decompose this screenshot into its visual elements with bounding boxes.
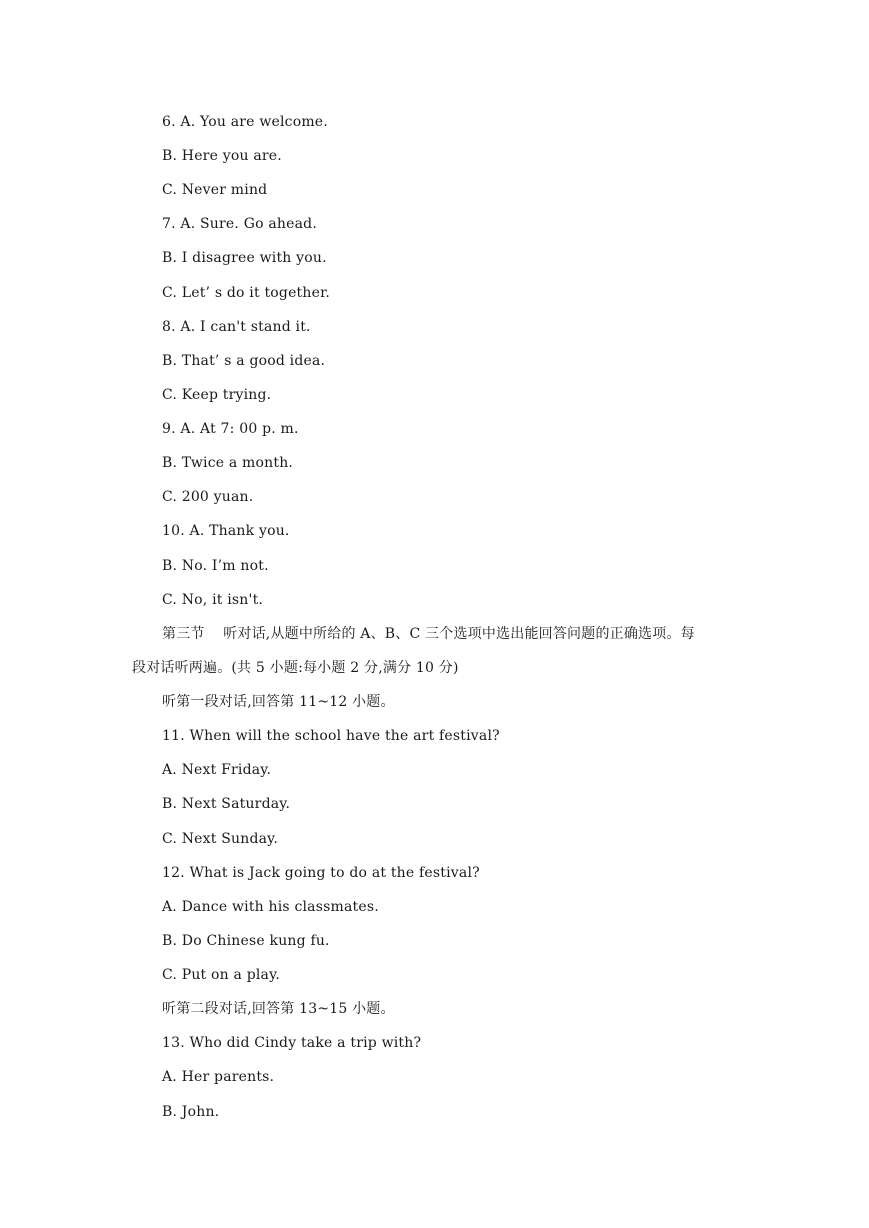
section-3-instruction-cont: 段对话听两遍。(共 5 小题:每小题 2 分,满分 10 分) bbox=[132, 660, 459, 676]
dialogue-1-intro: 听第一段对话,回答第 11~12 小题。 bbox=[162, 694, 395, 710]
q10-option-b: B. No. I’m not. bbox=[162, 558, 269, 574]
q13-question: 13. Who did Cindy take a trip with? bbox=[162, 1035, 422, 1051]
q12-option-a: A. Dance with his classmates. bbox=[162, 899, 379, 915]
q11-option-b: B. Next Saturday. bbox=[162, 796, 291, 812]
q12-option-b: B. Do Chinese kung fu. bbox=[162, 933, 330, 949]
dialogue-2-intro: 听第二段对话,回答第 13~15 小题。 bbox=[162, 1001, 395, 1017]
q8-option-b: B. That’ s a good idea. bbox=[162, 353, 326, 369]
section-3-instruction: 第三节 听对话,从题中所给的 A、B、C 三个选项中选出能回答问题的正确选项。每 bbox=[162, 626, 695, 642]
q7-option-b: B. I disagree with you. bbox=[162, 250, 327, 266]
q10-option-a: 10. A. Thank you. bbox=[162, 523, 290, 539]
q13-option-a: A. Her parents. bbox=[162, 1069, 275, 1085]
q8-option-c: C. Keep trying. bbox=[162, 387, 272, 403]
q10-option-c: C. No, it isn't. bbox=[162, 592, 264, 608]
q6-option-b: B. Here you are. bbox=[162, 148, 282, 164]
q6-option-c: C. Never mind bbox=[162, 182, 268, 198]
q7-option-a: 7. A. Sure. Go ahead. bbox=[162, 216, 317, 232]
q8-option-a: 8. A. I can't stand it. bbox=[162, 319, 311, 335]
q6-option-a: 6. A. You are welcome. bbox=[162, 114, 328, 130]
q7-option-c: C. Let’ s do it together. bbox=[162, 285, 331, 301]
q11-option-c: C. Next Sunday. bbox=[162, 831, 279, 847]
q12-question: 12. What is Jack going to do at the festival? bbox=[162, 865, 480, 881]
q9-option-b: B. Twice a month. bbox=[162, 455, 294, 471]
q13-option-b: B. John. bbox=[162, 1104, 220, 1120]
q12-option-c: C. Put on a play. bbox=[162, 967, 281, 983]
q9-option-c: C. 200 yuan. bbox=[162, 489, 254, 505]
q11-question: 11. When will the school have the art festival? bbox=[162, 728, 500, 744]
q9-option-a: 9. A. At 7: 00 p. m. bbox=[162, 421, 299, 437]
q11-option-a: A. Next Friday. bbox=[162, 762, 272, 778]
